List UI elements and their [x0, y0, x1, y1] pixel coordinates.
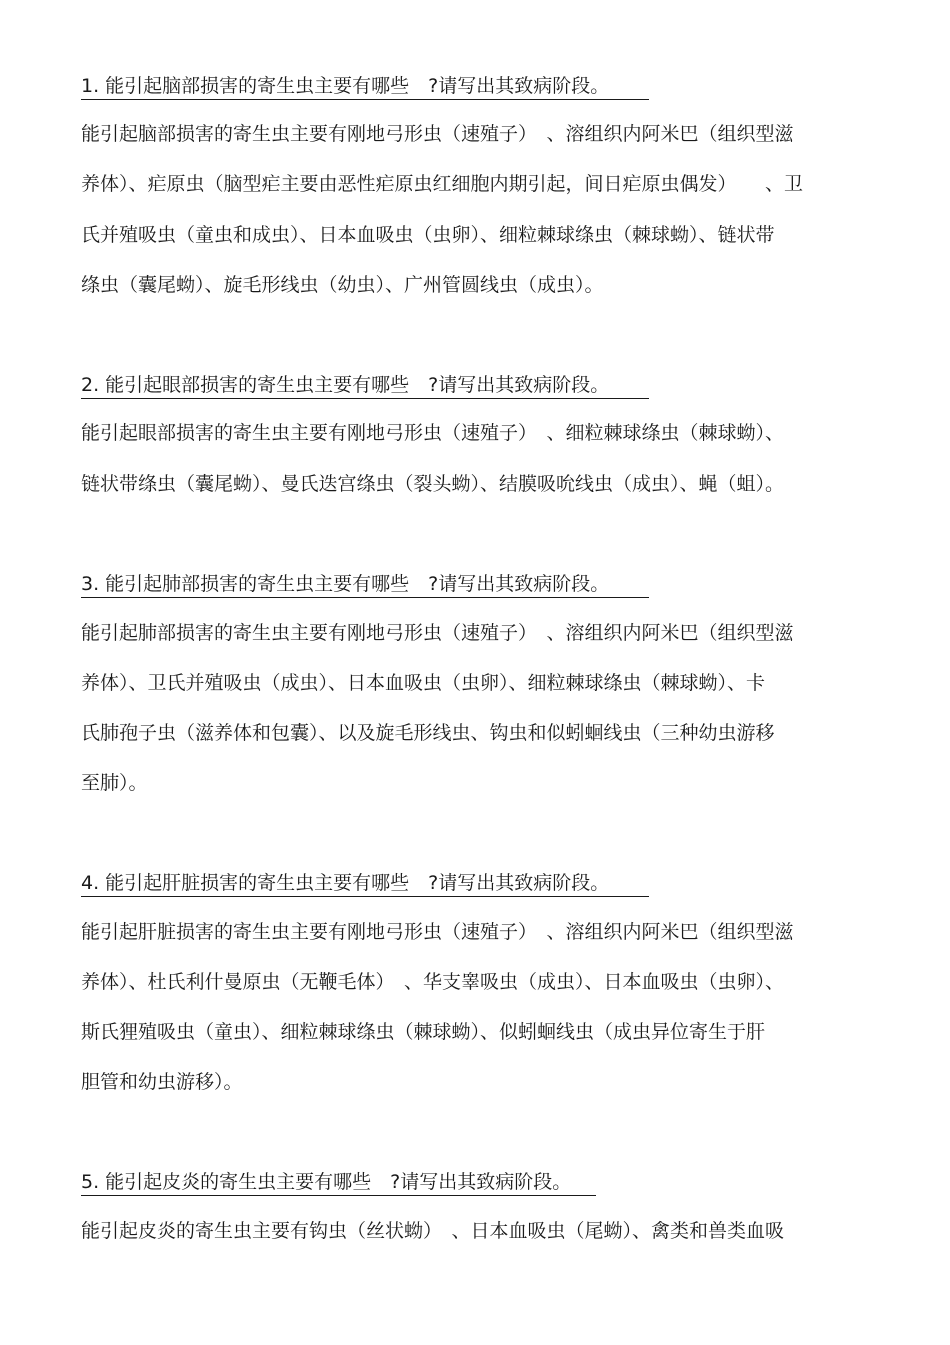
answer-1-line-1: 能引起脑部损害的寄生虫主要有刚地弓形虫（速殖子） 、溶组织内阿米巴（组织型滋	[81, 123, 794, 145]
answer-1-line-4: 绦虫（囊尾蚴）、旋毛形线虫（幼虫）、广州管圆线虫（成虫）。	[81, 274, 604, 296]
question-2-heading: 2. 能引起眼部损害的寄生虫主要有哪些 ?请写出其致病阶段。	[81, 372, 649, 399]
answer-4-line-2: 养体）、杜氏利什曼原虫（无鞭毛体） 、华支睾吸虫（成虫）、日本血吸虫（虫卵）、	[81, 971, 785, 993]
answer-3-line-2: 养体）、卫氏并殖吸虫（成虫）、日本血吸虫（虫卵）、细粒棘球绦虫（棘球蚴）、卡	[81, 672, 766, 694]
answer-5-line-1: 能引起皮炎的寄生虫主要有钩虫（丝状蚴） 、日本血吸虫（尾蚴）、禽类和兽类血吸	[81, 1220, 785, 1242]
answer-2-line-1: 能引起眼部损害的寄生虫主要有刚地弓形虫（速殖子） 、细粒棘球绦虫（棘球蚴）、	[81, 422, 785, 444]
question-5-heading: 5. 能引起皮炎的寄生虫主要有哪些 ?请写出其致病阶段。	[81, 1169, 596, 1196]
answer-3-line-3: 氏肺孢子虫（滋养体和包囊）、以及旋毛形线虫、钩虫和似蚓蛔线虫（三种幼虫游移	[81, 722, 775, 744]
answer-1-line-3: 氏并殖吸虫（童虫和成虫）、日本血吸虫（虫卵）、细粒棘球绦虫（棘球蚴）、链状带	[81, 224, 775, 246]
answer-4-line-3: 斯氏狸殖吸虫（童虫）、细粒棘球绦虫（棘球蚴）、似蚓蛔线虫（成虫异位寄生于肝	[81, 1021, 766, 1043]
answer-4-line-1: 能引起肝脏损害的寄生虫主要有刚地弓形虫（速殖子） 、溶组织内阿米巴（组织型滋	[81, 921, 794, 943]
answer-4-line-4: 胆管和幼虫游移）。	[81, 1071, 243, 1093]
question-1-heading: 1. 能引起脑部损害的寄生虫主要有哪些 ?请写出其致病阶段。	[81, 73, 649, 100]
answer-3-line-1: 能引起肺部损害的寄生虫主要有刚地弓形虫（速殖子） 、溶组织内阿米巴（组织型滋	[81, 622, 794, 644]
question-4-heading: 4. 能引起肝脏损害的寄生虫主要有哪些 ?请写出其致病阶段。	[81, 870, 649, 897]
answer-2-line-2: 链状带绦虫（囊尾蚴）、曼氏迭宫绦虫（裂头蚴）、结膜吸吮线虫（成虫）、蝇（蛆）。	[81, 473, 785, 495]
answer-3-line-4: 至肺）。	[81, 772, 148, 794]
question-3-heading: 3. 能引起肺部损害的寄生虫主要有哪些 ?请写出其致病阶段。	[81, 571, 649, 598]
answer-1-line-2: 养体）、疟原虫（脑型疟主要由恶性疟原虫红细胞内期引起，间日疟原虫偶发） 、卫	[81, 173, 804, 195]
